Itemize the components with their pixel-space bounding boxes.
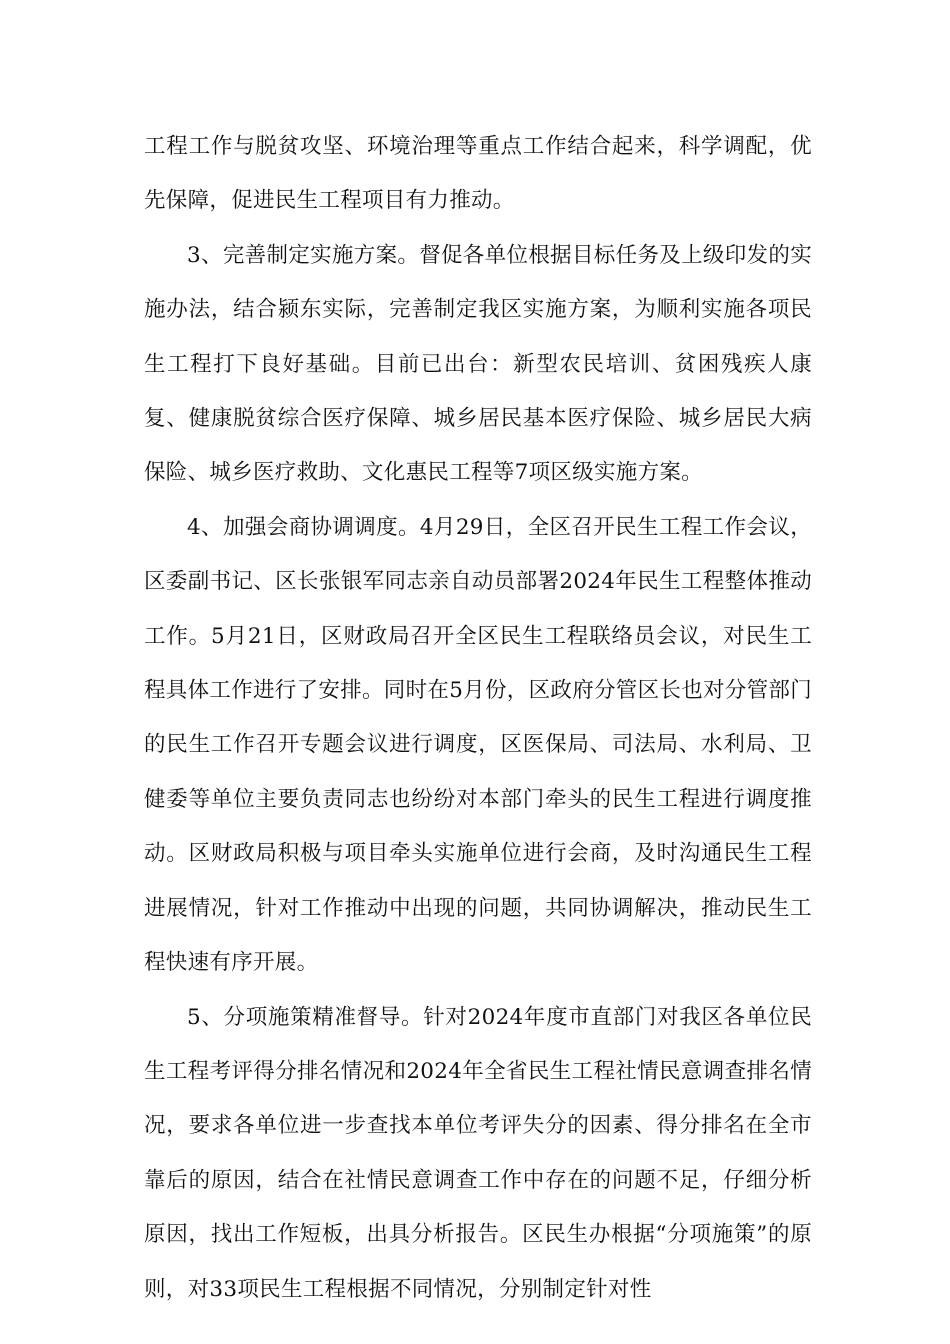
document-body — [144, 120, 812, 1317]
paragraph-item-4: 4、加强会商协调调度。4月29日，全区召开民生工程工作会议，区委副书记、区长张银军同志亲自动员部署2024年民生工程整体推动工作。5月21日，区财政局召开全区民生工程联络员会议，对民生工程具体工作进行了安排。同时在5月份，区政府分管区长也对分管部门的民生工作召开专题会议进行调度，区医保局、司法局、水利局、卫健委等单位主要负责同志也纷纷对本部门牵头的民生工程进行调度推动。区财政局积极与项目牵头实施单位进行会商，及时沟通民生工程进展情况，针对工作推动中出现的问题，共同协调解决，推动民生工程快速有序开展。 — [144, 514, 812, 976]
paragraph-item-3: 3、完善制定实施方案。督促各单位根据目标任务及上级印发的实施办法，结合颍东实际，完善制定我区实施方案，为顺利实施各项民生工程打下良好基础。目前已出台：新型农民培训、贫困残疾人康复、健康脱贫综合医疗保障、城乡居民基本医疗保险、城乡居民大病保险、城乡医疗救助、文化惠民工程等7项区级实施方案。 — [144, 242, 812, 486]
paragraph-continuation: 工程工作与脱贫攻坚、环境治理等重点工作结合起来，科学调配，优先保障，促进民生工程项目有力推动。 — [144, 134, 812, 214]
paragraph-item-5: 5、分项施策精准督导。针对2024年度市直部门对我区各单位民生工程考评得分排名情况和2024年全省民生工程社情民意调查排名情况，要求各单位进一步查找本单位考评失分的因素、得分排名在全市靠后的原因，结合在社情民意调查工作中存在的问题不足，仔细分析原因，找出工作短板，出具分析报告。区民生办根据“分项施策”的原则，对33项民生工程根据不同情况，分别制定针对性 — [144, 1004, 812, 1302]
